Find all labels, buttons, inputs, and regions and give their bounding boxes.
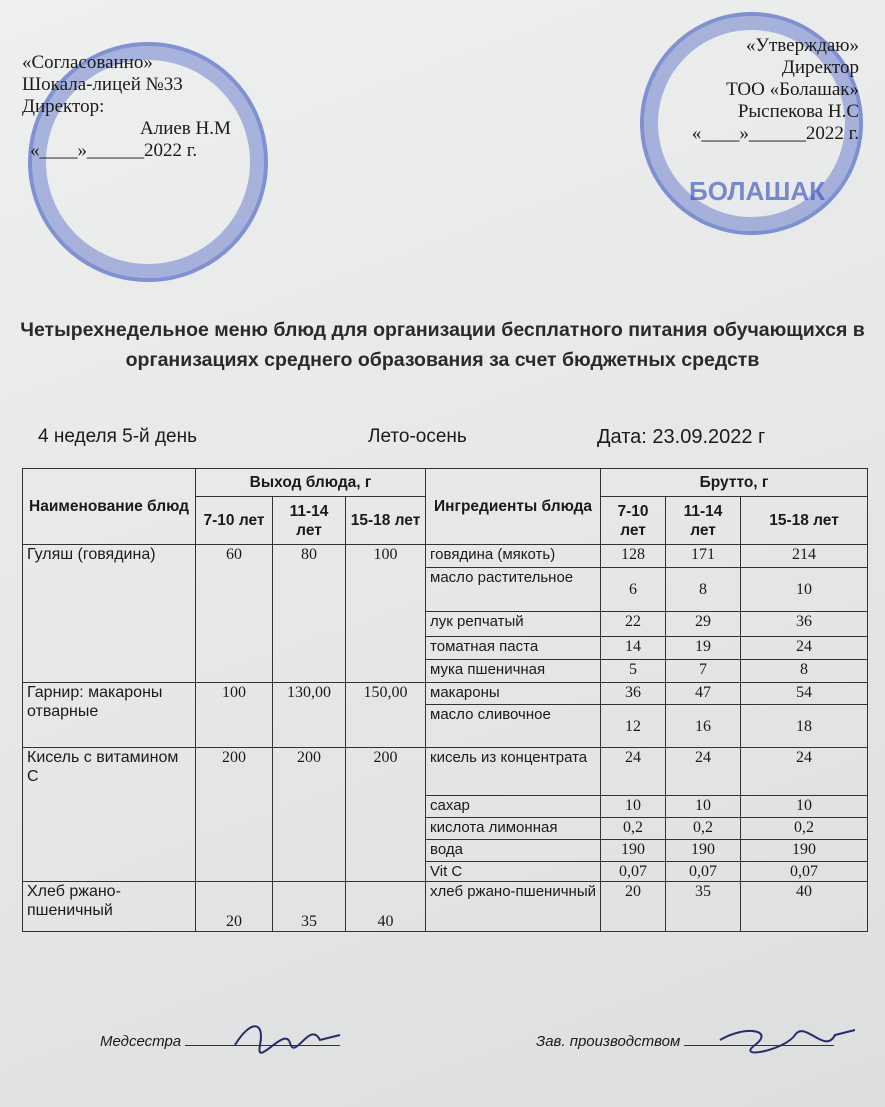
ingredient-gross: 12 xyxy=(601,705,666,748)
ingredient-gross: 24 xyxy=(741,748,868,796)
season: Лето-осень xyxy=(368,426,467,447)
approval-left-date: «____»______2022 г. xyxy=(30,140,198,161)
ingredient-gross: 24 xyxy=(741,637,868,660)
ingredient-gross: 5 xyxy=(601,660,666,683)
ingredient-name: лук репчатый xyxy=(426,612,601,637)
dish-output: 100 xyxy=(196,683,273,748)
ingredient-gross: 54 xyxy=(741,683,868,705)
approval-right-role: Директор xyxy=(781,57,859,78)
ingredient-name: макароны xyxy=(426,683,601,705)
ingredient-name: вода xyxy=(426,840,601,862)
ingredient-name: мука пшеничная xyxy=(426,660,601,683)
dish-output: 20 xyxy=(196,882,273,932)
table-row xyxy=(23,683,868,705)
nurse-signature xyxy=(230,1015,350,1060)
production-signature xyxy=(715,1015,860,1065)
ingredient-gross: 10 xyxy=(666,796,741,818)
ingredient-name: масло растительное xyxy=(426,568,601,612)
ingredient-gross: 0,07 xyxy=(741,862,868,882)
approval-right-org: ТОО «Болашак» xyxy=(726,79,859,100)
ingredient-gross: 190 xyxy=(601,840,666,862)
approval-left xyxy=(22,52,231,162)
dish-name: Гарнир: макароны отварные xyxy=(23,683,196,748)
ingredient-gross: 18 xyxy=(741,705,868,748)
ingredient-gross: 22 xyxy=(601,612,666,637)
week-day: 4 неделя 5-й день xyxy=(38,426,197,447)
header-output: Выход блюда, г xyxy=(196,469,426,497)
dish-output: 60 xyxy=(196,545,273,683)
approval-right xyxy=(692,35,859,145)
dish-output: 40 xyxy=(346,882,426,932)
menu-date: Дата: 23.09.2022 г xyxy=(597,426,766,448)
approval-left-role: Директор: xyxy=(22,96,105,117)
stamp-right-text: БОЛАШАК xyxy=(689,176,826,206)
ingredient-gross: 214 xyxy=(741,545,868,568)
ingredient-gross: 40 xyxy=(741,882,868,932)
dish-output: 150,00 xyxy=(346,683,426,748)
ingredient-gross: 20 xyxy=(601,882,666,932)
ingredient-gross: 19 xyxy=(666,637,741,660)
ingredient-gross: 0,2 xyxy=(666,818,741,840)
approval-right-name: Рыспекова Н.С xyxy=(737,101,859,122)
approval-right-heading: «Утверждаю» xyxy=(746,35,859,56)
ingredient-gross: 47 xyxy=(666,683,741,705)
ingredient-gross: 36 xyxy=(741,612,868,637)
ingredient-gross: 10 xyxy=(741,568,868,612)
dish-name: Хлеб ржано-пшеничный xyxy=(23,882,196,932)
ingredient-name: масло сливочное xyxy=(426,705,601,748)
header-age: 15-18 лет xyxy=(346,497,426,545)
ingredient-gross: 10 xyxy=(601,796,666,818)
ingredient-gross: 24 xyxy=(666,748,741,796)
ingredient-gross: 36 xyxy=(601,683,666,705)
header-age: 7-10 лет xyxy=(601,497,666,545)
ingredient-gross: 128 xyxy=(601,545,666,568)
production-label: Зав. производством xyxy=(536,1033,681,1050)
ingredient-gross: 0,07 xyxy=(601,862,666,882)
ingredient-name: хлеб ржано-пшеничный xyxy=(426,882,601,932)
dish-output: 200 xyxy=(273,748,346,882)
dish-output: 200 xyxy=(346,748,426,882)
dish-output: 130,00 xyxy=(273,683,346,748)
ingredient-name: говядина (мякоть) xyxy=(426,545,601,568)
menu-table xyxy=(22,468,868,932)
ingredient-gross: 35 xyxy=(666,882,741,932)
dish-name: Кисель с витамином С xyxy=(23,748,196,882)
approval-right-date: «____»______2022 г. xyxy=(691,123,859,144)
page-title: Четырехнедельное меню блюд для организации бесплатного питания обучающихся в организациях среднего образования за счет бюджетных средств xyxy=(20,319,865,371)
header-age: 11-14 лет xyxy=(273,497,346,545)
dish-output: 80 xyxy=(273,545,346,683)
ingredient-gross: 6 xyxy=(601,568,666,612)
ingredient-gross: 8 xyxy=(741,660,868,683)
ingredient-gross: 0,07 xyxy=(666,862,741,882)
ingredient-gross: 29 xyxy=(666,612,741,637)
ingredient-gross: 7 xyxy=(666,660,741,683)
ingredient-gross: 10 xyxy=(741,796,868,818)
ingredient-name: Vit C xyxy=(426,862,601,882)
ingredient-gross: 24 xyxy=(601,748,666,796)
ingredient-gross: 171 xyxy=(666,545,741,568)
ingredient-gross: 0,2 xyxy=(601,818,666,840)
nurse-label: Медсестра xyxy=(100,1033,182,1050)
header-ingredients: Ингредиенты блюда xyxy=(426,469,601,545)
table-row xyxy=(23,748,868,796)
ingredient-gross: 190 xyxy=(741,840,868,862)
ingredient-name: сахар xyxy=(426,796,601,818)
dish-name: Гуляш (говядина) xyxy=(23,545,196,683)
header-age: 7-10 лет xyxy=(196,497,273,545)
ingredient-gross: 0,2 xyxy=(741,818,868,840)
table-row xyxy=(23,882,868,932)
ingredient-gross: 16 xyxy=(666,705,741,748)
header-age: 11-14 лет xyxy=(666,497,741,545)
dish-output: 200 xyxy=(196,748,273,882)
ingredient-gross: 8 xyxy=(666,568,741,612)
dish-output: 35 xyxy=(273,882,346,932)
approval-left-heading: «Согласованно» xyxy=(22,52,153,73)
header-dish: Наименование блюд xyxy=(23,469,196,545)
ingredient-gross: 190 xyxy=(666,840,741,862)
ingredient-name: кислота лимонная xyxy=(426,818,601,840)
table-row xyxy=(23,545,868,568)
header-age: 15-18 лет xyxy=(741,497,868,545)
header-gross: Брутто, г xyxy=(601,469,868,497)
approval-left-name: Алиев Н.М xyxy=(140,118,231,139)
approval-left-org: Шокала-лицей №33 xyxy=(22,74,183,95)
ingredient-gross: 14 xyxy=(601,637,666,660)
ingredient-name: кисель из концентрата xyxy=(426,748,601,796)
dish-output: 100 xyxy=(346,545,426,683)
ingredient-name: томатная паста xyxy=(426,637,601,660)
